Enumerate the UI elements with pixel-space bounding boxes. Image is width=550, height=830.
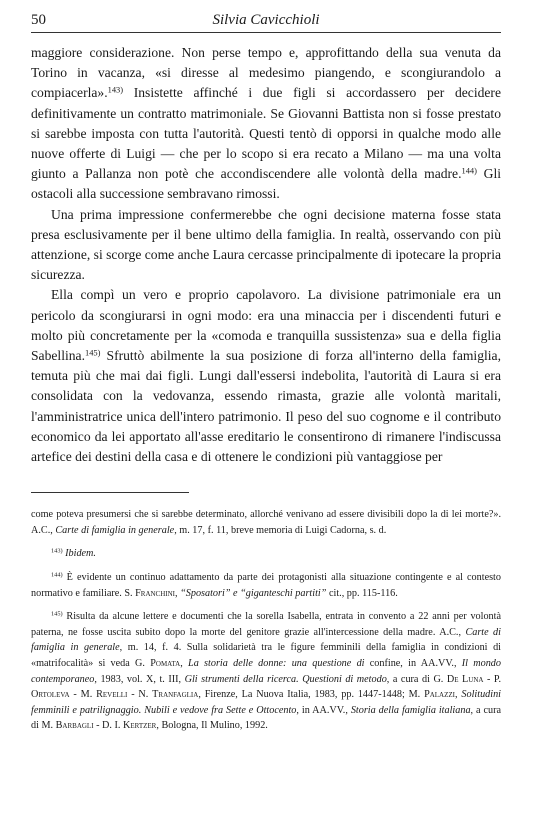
footnote-text: , 1983, vol. X, t. III, <box>94 673 185 685</box>
footnote-text: - D. I. <box>93 720 123 732</box>
footnote-text: - M. <box>69 689 97 701</box>
footnotes <box>31 507 501 734</box>
footnote-text: , Bologna, Il Mulino, 1992. <box>156 720 268 732</box>
footnote-author: Revelli <box>96 689 128 701</box>
main-text <box>31 43 501 467</box>
footnote-text: , m. 14, f. 4. Sulla solidarietà tra le figure femminili della famiglia in condizioni di «matrifocalità» si veda G. <box>31 642 501 670</box>
footnote-italic: Gli strumenti della ricerca. Questioni di metodo <box>184 673 387 685</box>
footnote-author: Pomata <box>150 658 181 670</box>
footnote-author: Kertzer <box>122 720 157 732</box>
paragraph-3-text-b: Sfruttò abilmente la sua posizione di forza all'interno della famiglia, temuta più che mai dai figli. Lungi dall'essersi indebolita, l'autorità di Laura si era consolidata con la vedovanza, essendo rimasta, grazie alle volontà maritali, l'amministratrice unica dell'intero patrimonio. Il peso del suo cognome e il contributo economico da lei apportato all'asse ereditario le consentirono di rimanere l'indiscussa artefice dei destini della casa e di ottenere le condizioni più vantaggiose per <box>31 348 501 465</box>
footnote-author: Tranfaglia <box>152 689 199 701</box>
footnote-italic: Il mondo contemporaneo <box>31 658 501 685</box>
footnote-italic: Carte di famiglia in generale <box>55 524 175 536</box>
footnote-author: Franchini <box>135 587 175 599</box>
footnote-text: cit., pp. 115-116. <box>326 587 398 599</box>
page-number: 50 <box>31 12 46 28</box>
footnote-italic: Solitudini femminili e patrilignaggio. Nubili e vedove fra Sette e Ottocento <box>31 689 502 716</box>
footnote-italic: Carte di famiglia in generale <box>31 626 501 654</box>
footnote-text: Risulta da alcune lettere e documenti che la sorella Isabella, entrata in convento a 22 anni per volontà paterna, ne fosse uscita subito dopo la morte del genitore grazie all'intercessione della madre. A.C., <box>31 611 501 638</box>
book-page <box>31 10 501 734</box>
footnote-continuation <box>31 507 501 538</box>
page-header <box>31 10 501 33</box>
footnote-number: 145) <box>51 610 63 618</box>
footnote-author: Ortoleva <box>31 689 70 701</box>
footnote-text: , <box>180 658 189 670</box>
footnote-text: , a cura di M. <box>31 704 501 732</box>
footnote-143 <box>31 546 501 562</box>
paragraph-2: Una prima impressione confermerebbe che ogni decisione materna fosse stata presa esclusivamente per il bene ultimo della famiglia. In realtà, osservando con più attenzione, si scorge come anche Laura cercasse principalmente di ipotecare la propria sicurezza. <box>31 206 502 283</box>
running-head: Silvia Cavicchioli <box>212 12 320 28</box>
footnote-text: come poteva presumersi che si sarebbe determinato, allorché venivano ad essere divisibili dopo la di lei morte?». A.C., <box>31 509 501 536</box>
paragraph-1-text-a: maggiore considerazione. Non perse tempo e, approfittando della sua venuta da Torino in vacanza, «si diresse al medesimo piangendo, e scongiurandolo a compiacerla». <box>31 45 501 101</box>
footnote-ref-145: 145) <box>84 347 101 358</box>
footnote-separator <box>31 492 189 493</box>
footnote-text: - N. <box>127 689 153 701</box>
footnote-author: Barbagli <box>55 720 94 732</box>
footnote-italic: Storia della famiglia italiana <box>350 704 471 716</box>
footnote-text: Ibidem. <box>65 548 96 560</box>
footnote-145 <box>31 609 501 734</box>
footnote-number: 144) <box>51 571 63 579</box>
footnote-author: De Luna <box>446 673 484 685</box>
paragraph-1-text-b: Insistette affinché i due figli si accordassero per decidere definitivamente un contratto matrimoniale. Se Giovanni Battista non si fosse prestato si sarebbe imposta con tutta l'autorità. Questi tentò di opporsi in qualche modo alle nuove offerte di Luigi — che per lo scopo si era recato a Milano — ma una volta giunto a Pallanza non potè che accondiscendere alle volontà della madre. <box>31 85 501 182</box>
footnote-text: , <box>175 587 181 599</box>
footnote-text: , <box>455 689 462 701</box>
footnote-text: confine, in AA.VV., <box>364 658 462 670</box>
footnote-number: 143) <box>51 547 63 555</box>
footnote-italic: La storia delle donne: una questione di <box>188 658 365 670</box>
footnote-text: - P. <box>483 673 501 685</box>
footnote-italic: “Sposatori” e “giganteschi partiti” <box>180 587 327 599</box>
footnote-text: , Firenze, La Nuova Italia, 1983, pp. 1447-1448; M. <box>198 689 425 701</box>
footnote-text: È evidente un continuo adattamento da parte dei protagonisti alla situazione contingente e al contesto normativo e familiare. S. <box>31 572 501 599</box>
footnote-ref-143: 143) <box>107 84 124 95</box>
footnote-text: , m. 17, f. 11, breve memoria di Luigi Cadorna, s. d. <box>174 524 387 536</box>
paragraph-1 <box>31 43 501 205</box>
paragraph-1-text-c: Gli ostacoli alla successione sembravano rimossi. <box>31 166 501 202</box>
paragraph-3-text-a: Ella compì un vero e proprio capolavoro. La divisione patrimoniale era un pericolo da scongiurarsi in ogni modo: era una minaccia per i discendenti futuri e molto più concretamente per la «comoda e tranquilla sussistenza» sua e della figlia Sabellina. <box>31 287 501 364</box>
paragraph-3 <box>31 285 501 467</box>
footnote-ref-144: 144) <box>461 165 477 176</box>
footnote-text: , a cura di G. <box>386 673 447 685</box>
footnote-144 <box>31 570 501 601</box>
footnote-author: Palazzi <box>424 689 455 701</box>
footnote-text: , in AA.VV., <box>296 704 351 716</box>
